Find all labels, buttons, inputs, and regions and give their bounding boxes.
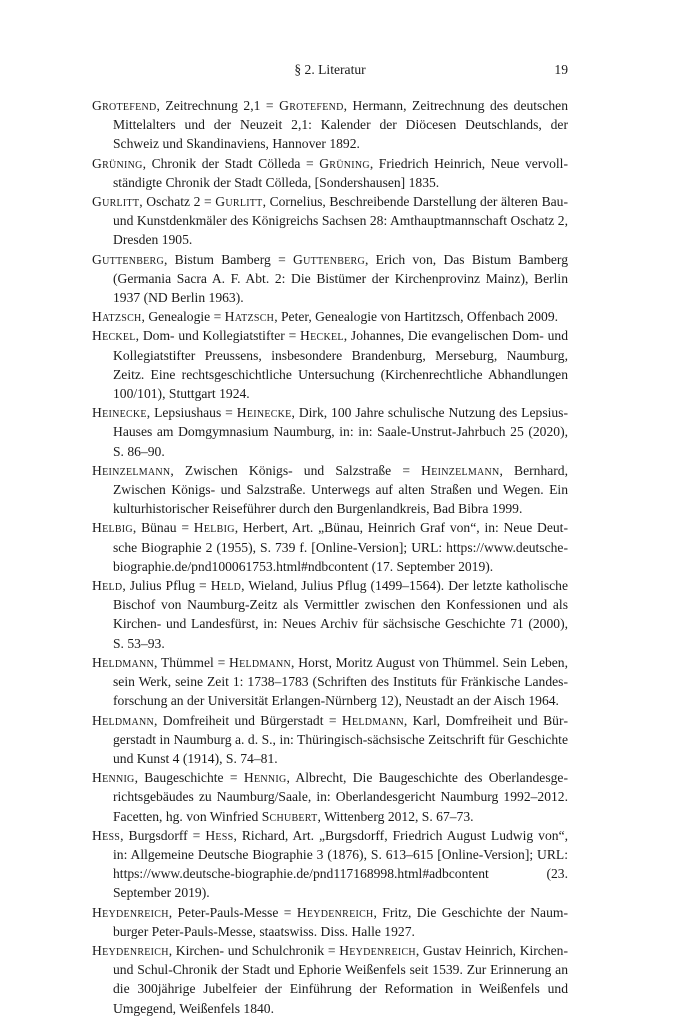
entry-key-author: Helbig [92, 520, 133, 536]
bibliography-entry [92, 250, 568, 308]
entry-key-author: Heinzelmann [92, 462, 171, 478]
bibliography-list [92, 96, 568, 1018]
bibliography-entry [92, 653, 568, 711]
entry-text-tail: , Wittenberg 2012, S. 67–73. [317, 808, 474, 824]
entry-author: Helbig [193, 520, 235, 536]
entry-author: Heydenreich [296, 904, 374, 920]
entry-key-author: Hatzsch [92, 309, 142, 325]
entry-author: Heldmann [341, 712, 404, 728]
entry-key-rest: , Bünau = [132, 520, 194, 536]
entry-key-rest: , Bistum Bamberg = [163, 251, 294, 267]
entry-key-rest: , Peter-Pauls-Messe = [168, 904, 297, 920]
entry-text: , Bernhard, Zwischen Königs- und Salzstraße. Unterwegs auf alten Straßen und Wegen. Ein kulturhistorischer Reiseführer durch den Burgenlandkreis, Bad Bibra 1999. [113, 462, 568, 517]
entry-text: , Peter, Genealogie von Hartitzsch, Offenbach 2009. [274, 309, 559, 325]
entry-text: , Friedrich Heinrich, Neue vervollständigte Chronik der Stadt Cölleda, [Sondershausen] 1835. [113, 155, 568, 190]
entry-key-rest: , Zeitrechnung 2,1 = [156, 98, 280, 113]
entry-key-author: Heydenreich [92, 904, 169, 920]
entry-key-rest: , Oschatz 2 = [139, 194, 216, 210]
entry-text: , Karl, Domfreiheit und Bürgerstadt in Naumburg a. d. S., in: Thüringisch-sächsische Zeitschrift für Geschichte und Kunst 4 (1914), S. 74–81. [113, 712, 569, 766]
entry-key-author: Heinecke [92, 405, 147, 421]
entry-author: Heldmann [229, 654, 292, 670]
entry-key-rest: , Kirchen- und Schulchronik = [168, 942, 340, 958]
entry-author: Grüning [319, 155, 370, 171]
bibliography-entry [92, 192, 568, 250]
entry-key-author: Heldmann [92, 654, 154, 670]
entry-author: Grotefend [279, 98, 344, 113]
bibliography-entry [92, 518, 568, 576]
entry-text: , Johannes, Die evangelischen Dom- und Kollegiatstifter Preussens, insbesondere Brandenburg, Merseburg, Naumburg, Zeitz. Eine rechtsgeschichtliche Untersuchung (Kirchenrechtliche Abhandlungen 100/101), Stuttgart 1924. [113, 328, 568, 402]
entry-key-rest: , Dom- und Kollegiatstifter = [135, 328, 301, 344]
bibliography-entry [92, 768, 568, 826]
entry-key-author: Hennig [92, 770, 135, 786]
entry-text: , Wieland, Julius Pflug (1499–1564). Der letzte katholische Bischof von Naumburg-Zeitz als Vermittler zwischen den Konfessionen und als Kirchen- und Landesfürst, in: Neues Archiv für sächsische Geschichte 71 (2000), S. 53–93. [113, 578, 569, 651]
entry-author: Guttenberg [293, 251, 365, 267]
bibliography-entry [92, 461, 568, 519]
entry-key-author: Grüning [92, 155, 143, 171]
entry-author: Hess [205, 827, 234, 843]
entry-author: Hatzsch [224, 309, 275, 325]
entry-key-author: Heydenreich [92, 942, 169, 958]
entry-text: , Richard, Art. „Burgsdorff, Friedrich August Ludwig von“, in: Allgemeine Deutsche Biographie 3 (1876), S. 613–615 [Online-Version]; URL: https://www.deutsche-biographie.de/pnd117168998.html#adbcontent (23. September 2019). [113, 827, 569, 901]
entry-key-rest: , Genealogie = [141, 309, 225, 325]
running-head-title: § 2. Literatur [294, 62, 366, 77]
entry-author: Heckel [300, 328, 344, 344]
entry-text: , Horst, Moritz August von Thümmel. Sein Leben, sein Werk, seine Zeit 1: 1738–1783 (Schriften des Instituts für Fränkische Landesforschung an der Universität Erlangen-Nürnberg 12), Neustadt an der Aisch 1964. [113, 654, 569, 709]
entry-key-rest: , Zwischen Königs- und Salzstraße = [170, 462, 422, 478]
entry-key-rest: , Lepsiushaus = [146, 405, 237, 421]
entry-key-rest: , Thümmel = [154, 654, 230, 670]
entry-key-rest: , Chronik der Stadt Cölleda = [142, 155, 320, 171]
bibliography-entry [92, 326, 568, 403]
entry-key-author: Guttenberg [92, 251, 164, 267]
bibliography-entry [92, 307, 568, 326]
entry-key-rest: , Julius Pflug = [122, 578, 211, 594]
entry-key-author: Hess [92, 827, 121, 843]
entry-key-author: Held [92, 578, 123, 594]
bibliography-entry [92, 96, 568, 154]
bibliography-entry [92, 403, 568, 461]
entry-author: Held [210, 578, 242, 594]
entry-key-author: Gurlitt [92, 194, 140, 210]
entry-text: , Albrecht, Die Baugeschichte des Oberlandesgerichtsgebäudes zu Naumburg/Saale, in: Oberlandesgericht Naumburg 1992–2012. Facetten, hg. von Winfried [113, 770, 568, 824]
entry-text: , Erich von, Das Bistum Bamberg (Germania Sacra A. F. Abt. 2: Die Bistümer der Kirchenprovinz Mainz), Berlin 1937 (ND Berlin 1963). [113, 251, 568, 306]
entry-author: Heinzelmann [421, 462, 500, 478]
entry-key-rest: , Burgsdorff = [120, 827, 206, 843]
page-number: 19 [554, 62, 568, 77]
entry-text: , Cornelius, Beschreibende Darstellung der älteren Bau- und Kunstdenkmäler des Königreichs Sachsen 28: Amthauptmannschaft Oschatz 2, Dresden 1905. [113, 194, 568, 248]
entry-author: Heydenreich [339, 942, 416, 958]
entry-key-author: Heldmann [92, 712, 154, 728]
entry-author: Hennig [243, 770, 287, 786]
entry-text: , Dirk, 100 Jahre schulische Nutzung des Lepsius-Hauses am Domgymnasium Naumburg, in: in: Saale-Unstrut-Jahrbuch 25 (2020), S. 86–90. [113, 405, 568, 459]
entry-text: , Herbert, Art. „Bünau, Heinrich Graf von“, in: Neue Deutsche Biographie 2 (1955), S. 739 f. [Online-Version]; URL: https://www.deutsche-biographie.de/pnd100061753.html#ndbcontent (17. September 2019). [113, 520, 568, 574]
entry-author: Heinecke [236, 405, 292, 421]
running-head [92, 62, 568, 82]
entry-key-author: Heckel [92, 328, 136, 344]
bibliography-entry [92, 941, 568, 1018]
bibliography-entry [92, 903, 568, 941]
entry-key-rest: , Baugeschichte = [134, 770, 244, 786]
bibliography-entry [92, 826, 568, 903]
bibliography-entry [92, 154, 568, 192]
bibliography-entry [92, 711, 568, 769]
entry-key-rest: , Domfreiheit und Bürgerstadt = [154, 712, 342, 728]
entry-author: Gurlitt [215, 194, 263, 210]
entry-text: , Gustav Heinrich, Kirchen- und Schul-Chronik der Stadt und Ephorie Weißenfels seit 1539. Zur Erinnerung an die 300jährige Jubelfeier der Einführung der Reformation in Weißenfels und Umgegend, Weißenfels 1840. [113, 942, 568, 1016]
entry-text: , Hermann, Zeitrechnung des deutschen Mittelalters und der Neuzeit 2,1: Kalender der Diöcesen Deutschlands, der Schweiz und Skandinaviens, Hannover 1892. [113, 98, 568, 152]
entry-text: , Fritz, Die Geschichte der Naumburger Peter-Pauls-Messe, staatswiss. Diss. Halle 1927. [113, 904, 568, 939]
bibliography-entry [92, 576, 568, 653]
entry-editor: Schubert [261, 808, 318, 824]
entry-key-author: Grotefend [92, 98, 157, 113]
